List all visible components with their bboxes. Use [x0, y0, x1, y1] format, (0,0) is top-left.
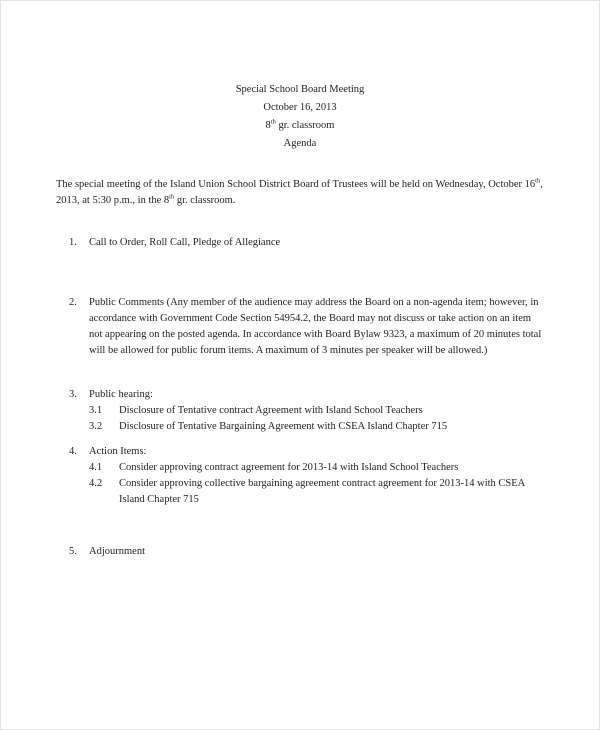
agenda-item-1-number: 1. — [69, 237, 77, 248]
agenda-item-4-number: 4. — [69, 446, 77, 457]
header-location-ordinal: th — [270, 118, 276, 126]
agenda-item-4-text: Action Items: — [89, 446, 147, 457]
agenda-subitem-3-2 — [56, 419, 544, 435]
header-title: Special School Board Meeting — [235, 84, 365, 95]
header-location-post: gr. classroom — [275, 120, 335, 131]
document-content — [1, 1, 599, 560]
intro-part2: , 2013, at 5:30 p.m., in the 8 — [56, 179, 543, 206]
agenda-subitem-4-2 — [56, 476, 544, 508]
intro-part1: The special meeting of the Island Union School District Board of Trustees will be held on Wednesday, October 16 — [56, 179, 536, 190]
header-date: October 16, 2013 — [263, 102, 337, 113]
agenda-item-3-subitems — [56, 403, 544, 435]
intro-paragraph — [56, 177, 544, 209]
agenda-subitem-4-2-number: 4.2 — [89, 478, 103, 489]
intro-ordinal-1: th — [535, 177, 541, 185]
agenda-item-3-number: 3. — [69, 389, 77, 400]
agenda-subitem-4-1-text: Consider approving contract agreement for 2013-14 with Island School Teachers — [119, 462, 459, 473]
intro-part3: gr. classroom. — [174, 195, 236, 206]
agenda-list — [56, 235, 544, 560]
agenda-subitem-3-1-text: Disclosure of Tentative contract Agreement with Island School Teachers — [119, 405, 423, 416]
agenda-item-5 — [56, 544, 544, 560]
agenda-subitem-3-2-text: Disclosure of Tentative Bargaining Agreement with CSEA Island Chapter 715 — [119, 421, 448, 432]
agenda-item-3 — [56, 387, 544, 403]
agenda-item-2-text: Public Comments (Any member of the audience may address the Board on a non-agenda item; however, in accordance with Government Code Section 54954.2, the Board may not discuss or take action on an item not appearing on the posted agenda. In accordance with Board Bylaw 9323, a maximum of 20 minutes total will be allowed for public forum items. A maximum of 3 minutes per speaker will be allowed.) — [89, 297, 542, 356]
agenda-item-2 — [56, 295, 544, 359]
agenda-subitem-4-1 — [56, 460, 544, 476]
agenda-item-1 — [56, 235, 544, 251]
agenda-subitem-4-1-number: 4.1 — [89, 462, 103, 473]
agenda-subitem-3-2-number: 3.2 — [89, 421, 103, 432]
agenda-item-3-text: Public hearing: — [89, 389, 153, 400]
agenda-item-5-number: 5. — [69, 546, 77, 557]
intro-ordinal-2: th — [169, 193, 175, 201]
agenda-item-4 — [56, 444, 544, 460]
agenda-subitem-3-1 — [56, 403, 544, 419]
agenda-item-4-subitems — [56, 460, 544, 508]
header-location — [56, 117, 544, 135]
header-doc-type: Agenda — [283, 138, 317, 149]
document-header — [56, 81, 544, 153]
agenda-item-2-number: 2. — [69, 297, 77, 308]
agenda-subitem-3-1-number: 3.1 — [89, 405, 103, 416]
agenda-item-5-text: Adjournment — [89, 546, 145, 557]
header-location-pre: 8 — [265, 120, 271, 131]
agenda-item-1-text: Call to Order, Roll Call, Pledge of Allegiance — [89, 237, 281, 248]
agenda-subitem-4-2-text: Consider approving collective bargaining agreement contract agreement for 2013-14 with CSEA Island Chapter 715 — [119, 478, 525, 505]
